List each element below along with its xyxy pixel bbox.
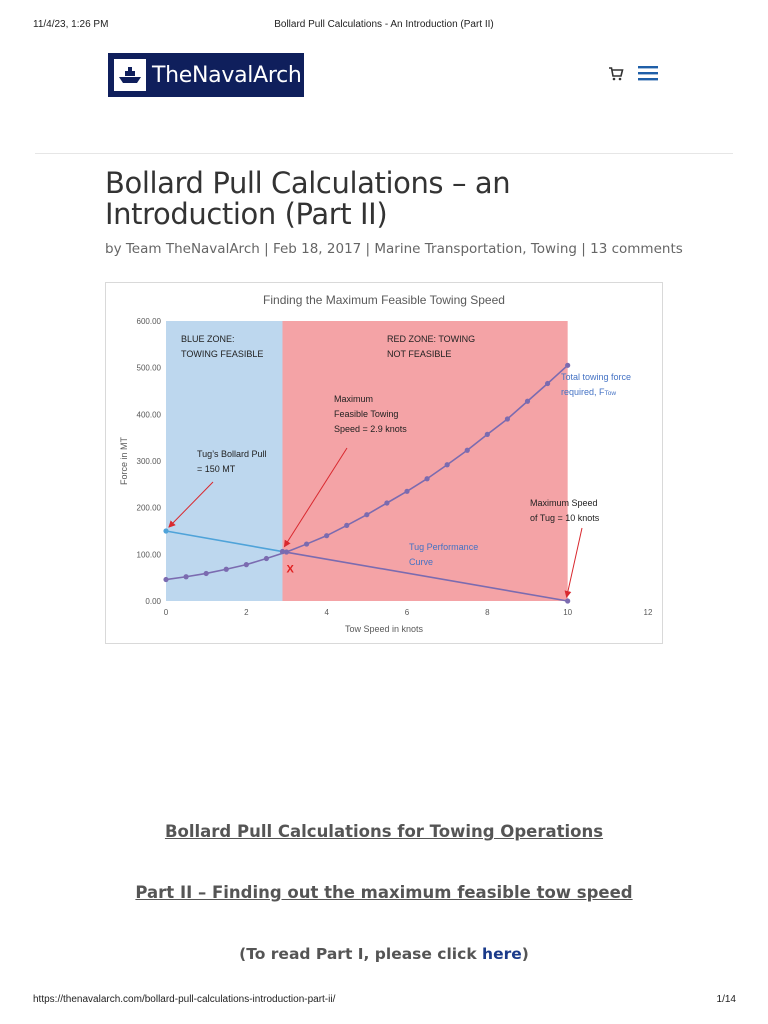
bollard-pull-annotation: = 150 MT (197, 464, 236, 474)
intersection-mark: X (286, 563, 294, 576)
category-link-towing[interactable]: Towing (530, 241, 577, 257)
data-point (424, 476, 429, 481)
tug-max-speed-annotation: of Tug = 10 knots (530, 513, 600, 523)
data-point (364, 512, 369, 517)
print-header (0, 0, 768, 40)
meta-separator: | (361, 241, 375, 257)
comments-link[interactable]: 13 comments (590, 241, 683, 257)
data-point (445, 462, 450, 467)
print-page-number: 1/14 (716, 994, 736, 1005)
x-tick-label: 10 (563, 608, 573, 617)
max-speed-annotation: Speed = 2.9 knots (334, 424, 407, 434)
data-point (565, 598, 570, 603)
chart-image (105, 282, 663, 644)
x-tick-label: 12 (643, 608, 653, 617)
chart-svg (105, 282, 663, 644)
print-document-title: Bollard Pull Calculations - An Introduction (Part II) (274, 19, 494, 30)
data-point (525, 399, 530, 404)
y-tick-label: 200.00 (136, 503, 161, 513)
meta-by: by (105, 241, 126, 257)
max-speed-annotation: Maximum (334, 394, 374, 404)
data-point (280, 549, 285, 554)
hamburger-menu-icon[interactable] (638, 64, 658, 82)
post-title: Bollard Pull Calculations – an Introduction (Part II) (105, 166, 511, 231)
x-tick-label: 2 (244, 608, 249, 617)
data-point (565, 363, 570, 368)
max-speed-annotation: Feasible Towing (334, 409, 399, 419)
data-point (344, 523, 349, 528)
data-point (163, 577, 168, 582)
bollard-pull-annotation: Tug’s Bollard Pull (197, 449, 267, 459)
tug-max-speed-annotation: Maximum Speed (530, 498, 598, 508)
x-tick-label: 6 (404, 608, 410, 617)
logo-text: TheNavalArch (152, 62, 302, 88)
print-footer (0, 990, 768, 1024)
tug-performance-label: Curve (409, 557, 434, 567)
tug-performance-label: Tug Performance (409, 542, 479, 552)
data-point (485, 432, 490, 437)
data-point (324, 533, 329, 538)
data-point (505, 416, 510, 421)
x-tick-label: 8 (485, 608, 490, 617)
section-heading-towing-operations: Bollard Pull Calculations for Towing Operations (164, 822, 604, 841)
x-tick-label: 0 (163, 608, 169, 617)
author-link[interactable]: Team TheNavalArch (125, 241, 260, 257)
section-heading-part-ii: Part II – Finding out the maximum feasible tow speed (135, 883, 633, 902)
data-point (163, 528, 168, 533)
red-zone-label: RED ZONE: TOWING (387, 334, 476, 344)
y-tick-label: 500.00 (136, 363, 161, 373)
category-link-marine-transportation[interactable]: Marine Transportation (374, 241, 523, 257)
post-meta (105, 241, 683, 257)
site-header (0, 40, 768, 116)
data-point (384, 500, 389, 505)
read-note-prefix: (To read Part I, please click (239, 945, 483, 963)
part-one-link[interactable]: here (482, 945, 522, 963)
data-point (304, 541, 309, 546)
y-tick-label: 300.00 (136, 457, 161, 466)
print-date: 11/4/23, 1:26 PM (33, 19, 109, 30)
blue-zone-label: BLUE ZONE: (181, 334, 235, 344)
read-part-one-note (0, 945, 768, 963)
red-zone-label: NOT FEASIBLE (387, 349, 452, 359)
meta-separator: | (576, 241, 591, 257)
data-point (183, 574, 188, 579)
print-url: https://thenavalarch.com/bollard-pull-calculations-introduction-part-ii/ (33, 994, 336, 1005)
towing-force-subscript: Tow (604, 390, 617, 397)
y-tick-label: 100.00 (136, 550, 161, 560)
towing-force-label: Total towing force (561, 372, 632, 382)
site-logo[interactable] (108, 53, 304, 97)
ship-icon (114, 59, 146, 91)
post-date: Feb 18, 2017 (272, 241, 362, 257)
data-point (224, 567, 229, 572)
y-tick-label: 0.00 (145, 597, 161, 606)
y-tick-label: 400.00 (136, 410, 161, 420)
x-axis-label: Tow Speed in knots (344, 624, 424, 634)
x-tick-label: 4 (324, 608, 329, 617)
chart-title: Finding the Maximum Feasible Towing Speed (263, 293, 505, 307)
data-point (204, 571, 209, 576)
blue-zone-label: TOWING FEASIBLE (181, 349, 264, 359)
cart-icon[interactable] (608, 66, 624, 82)
data-point (465, 448, 470, 453)
y-axis-label: Force in MT (119, 436, 129, 486)
data-point (244, 562, 249, 567)
meta-comma: , (522, 241, 531, 257)
data-point (264, 556, 269, 561)
y-tick-label: 600.00 (136, 317, 161, 326)
header-divider (35, 153, 733, 154)
towing-force-label: required, FTow (561, 387, 617, 397)
data-point (404, 489, 409, 494)
data-point (545, 381, 550, 386)
meta-separator: | (259, 241, 273, 257)
read-note-suffix: ) (521, 945, 529, 963)
